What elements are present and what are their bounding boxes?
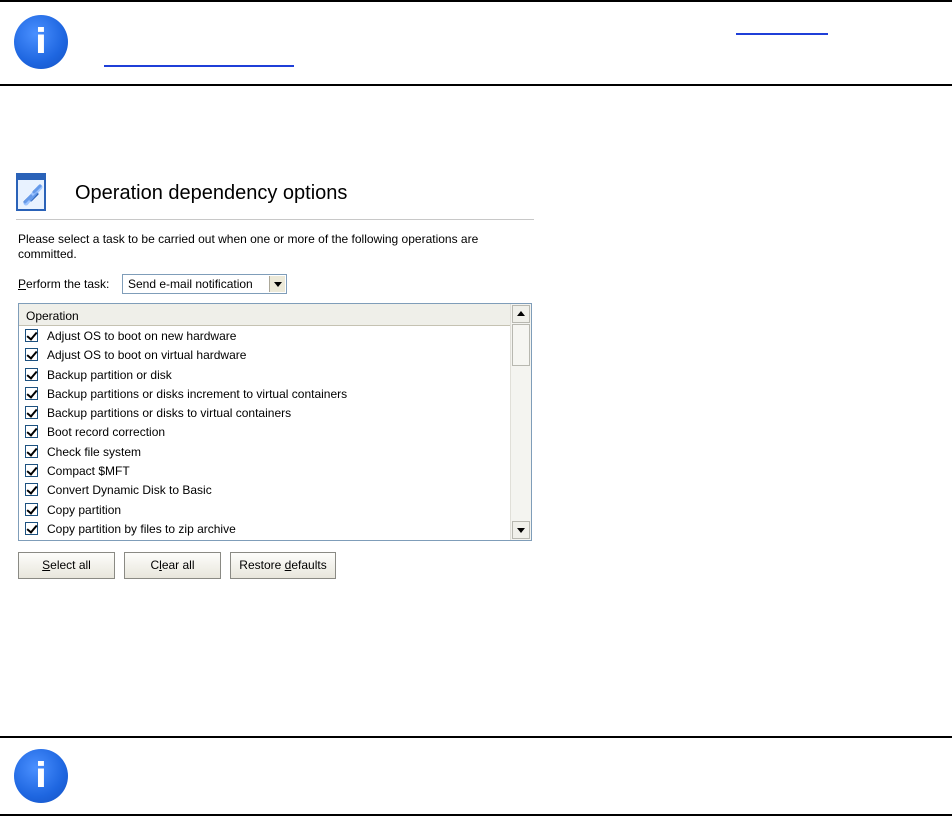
operation-row[interactable] xyxy=(19,481,510,500)
operation-row[interactable] xyxy=(19,462,510,481)
operation-label: Check file system xyxy=(47,444,142,459)
checkmark-icon[interactable] xyxy=(25,483,38,496)
perform-task-label: Perform the task: xyxy=(18,277,110,291)
operation-row[interactable] xyxy=(19,346,510,365)
checkmark-icon[interactable] xyxy=(25,406,38,419)
perform-task-value: Send e-mail notification xyxy=(128,277,253,291)
checkmark-icon[interactable] xyxy=(25,425,38,438)
operation-label: Boot record correction xyxy=(47,425,166,440)
info-icon: i xyxy=(14,15,68,69)
info-icon: i xyxy=(14,749,68,803)
operation-row[interactable] xyxy=(19,520,510,539)
operation-label: Backup partition or disk xyxy=(47,367,172,382)
checkmark-icon[interactable] xyxy=(25,464,38,477)
operation-label: Adjust OS to boot on virtual hardware xyxy=(47,348,247,363)
hyperlink-underline[interactable] xyxy=(736,33,828,35)
restore-defaults-button[interactable]: Restore defaults xyxy=(230,552,336,579)
checkmark-icon[interactable] xyxy=(25,387,38,400)
select-all-button[interactable]: Select all xyxy=(18,552,115,579)
operations-rows xyxy=(19,327,510,539)
dialog-link-icon xyxy=(16,172,52,212)
operation-label: Copy partition xyxy=(47,502,122,517)
operation-row[interactable] xyxy=(19,443,510,462)
operation-label: Adjust OS to boot on new hardware xyxy=(47,329,237,343)
vertical-scrollbar[interactable] xyxy=(510,304,531,540)
scroll-up-icon[interactable] xyxy=(512,305,530,323)
scroll-down-icon[interactable] xyxy=(512,521,530,539)
info-note-top xyxy=(0,0,952,86)
column-header-operation[interactable]: Operation xyxy=(19,304,510,326)
checkmark-icon[interactable] xyxy=(25,522,38,535)
operation-row[interactable] xyxy=(19,404,510,423)
clear-all-button[interactable]: Clear all xyxy=(124,552,221,579)
checkmark-icon[interactable] xyxy=(25,348,38,361)
checkmark-icon[interactable] xyxy=(25,368,38,381)
operation-row[interactable] xyxy=(19,385,510,404)
operation-row[interactable] xyxy=(19,327,510,346)
checkmark-icon[interactable] xyxy=(25,503,38,516)
dialog-description: Please select a task to be carried out when one or more of the following operations are committed. xyxy=(18,232,479,261)
header-divider xyxy=(16,219,534,220)
operation-label: Compact $MFT xyxy=(47,464,130,479)
checkmark-icon[interactable] xyxy=(25,445,38,458)
operation-label: Backup partitions or disks to virtual containers xyxy=(47,406,292,421)
operation-label: Copy partition by files to zip archive xyxy=(47,521,236,536)
scrollbar-thumb[interactable] xyxy=(512,324,530,366)
hyperlink-underline[interactable] xyxy=(104,65,294,67)
operation-row[interactable] xyxy=(19,423,510,442)
operations-list[interactable] xyxy=(18,303,532,541)
perform-task-select[interactable] xyxy=(122,274,287,294)
chevron-down-icon[interactable] xyxy=(269,276,285,292)
checkmark-icon[interactable] xyxy=(25,329,38,342)
dialog-title: Operation dependency options xyxy=(75,182,348,204)
operation-row[interactable] xyxy=(19,501,510,520)
info-note-bottom xyxy=(0,736,952,816)
operation-row[interactable] xyxy=(19,366,510,385)
operation-label: Convert Dynamic Disk to Basic xyxy=(47,483,212,498)
operation-label: Backup partitions or disks increment to virtual containers xyxy=(47,386,348,401)
